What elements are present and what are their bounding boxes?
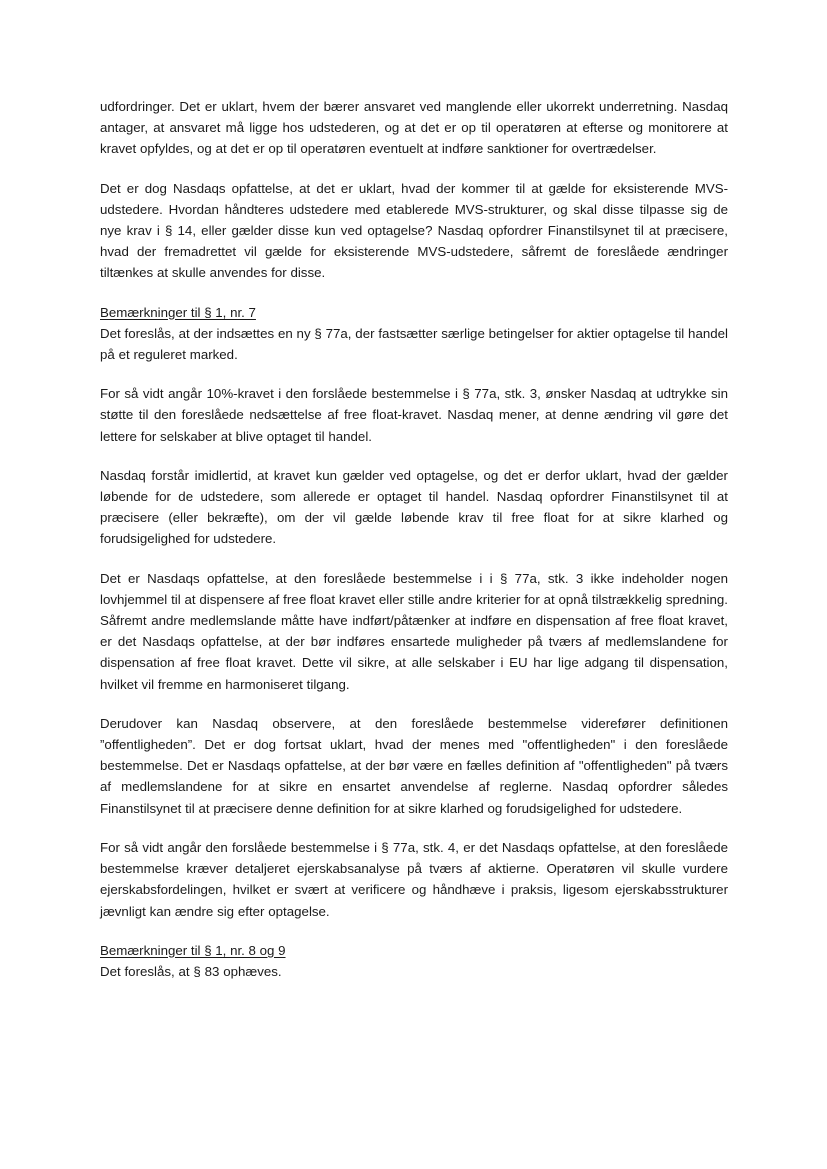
document-text-column [100, 96, 728, 982]
paragraph: Det foreslås, at § 83 ophæves. [100, 963, 282, 979]
section-block [100, 940, 728, 982]
paragraph: For så vidt angår den forslåede bestemmelse i § 77a, stk. 4, er det Nasdaqs opfattelse, at den foreslåede bestemmelse kræver detaljeret ejerskabsanalyse på tværs af aktierne. Operatøren vil skulle vurdere ejerskabsfordelingen, hvilket er svært at verificere og håndhæve i praksis, ligesom ejerskabsstrukturer jævnligt kan ændre sig efter optagelse. [100, 839, 728, 919]
section-heading: Bemærkninger til § 1, nr. 7 [100, 304, 256, 320]
paragraph: udfordringer. Det er uklart, hvem der bærer ansvaret ved manglende eller ukorrekt underretning. Nasdaq antager, at ansvaret må ligge hos udstederen, og at det er op til operatøren at efterse og monitorere at kravet opfyldes, og at det er op til operatøren eventuelt at indføre sanktioner for overtrædelser. [100, 99, 728, 157]
paragraph: Det foreslås, at der indsættes en ny § 77a, der fastsætter særlige betingelser for aktier optagelse til handel på et reguleret marked. [100, 325, 728, 363]
paragraph: Det er Nasdaqs opfattelse, at den foreslåede bestemmelse i i § 77a, stk. 3 ikke indeholder nogen lovhjemmel til at dispensere af free float kravet eller stille andre kriterier for at opnå tilstrækkelig spredning. Såfremt andre medlemslande måtte have indført/påtænker at indføre en dispensation af free float kravet, er det Nasdaqs opfattelse, at der bør indføres ensartede muligheder på tværs af medlemslandene for dispensation af free float kravet. Dette vil sikre, at alle selskaber i EU har lige adgang til dispensation, hvilket vil fremme en harmoniseret tilgang. [100, 570, 728, 692]
section-heading: Bemærkninger til § 1, nr. 8 og 9 [100, 942, 286, 958]
paragraph: Derudover kan Nasdaq observere, at den foreslåede bestemmelse viderefører definitionen ”offentligheden”. Det er dog fortsat uklart, hvad der menes med "offentligheden" i den foreslåede bestemmelse. Det er Nasdaqs opfattelse, at der bør være en fælles definition af "offentligheden" på tværs af medlemslandene for at sikre en ensartet anvendelse af reglerne. Nasdaq opfordrer således Finanstilsynet til at præcisere denne definition for at sikre klarhed og forudsigelighed for udstedere. [100, 715, 728, 816]
paragraph: Nasdaq forstår imidlertid, at kravet kun gælder ved optagelse, og det er derfor uklart, hvad der gælder løbende for de udstedere, som allerede er optaget til handel. Nasdaq opfordrer Finanstilsynet til at præcisere (eller bekræfte), om der vil gælde løbende krav til free float for at sikre klarhed og forudsigelighed for udstedere. [100, 467, 728, 547]
paragraph: For så vidt angår 10%-kravet i den forslåede bestemmelse i § 77a, stk. 3, ønsker Nasdaq at udtrykke sin støtte til den foreslåede nedsættelse af free float-kravet. Nasdaq mener, at denne ændring vil gøre det lettere for selskaber at blive optaget til handel. [100, 386, 728, 444]
section-block [100, 302, 728, 366]
paragraph: Det er dog Nasdaqs opfattelse, at det er uklart, hvad der kommer til at gælde for eksisterende MVS-udstedere. Hvordan håndteres udstedere med etablerede MVS-strukturer, og skal disse tilpasse sig de nye krav i § 14, eller gælder disse kun ved optagelse? Nasdaq opfordrer Finanstilsynet til at præcisere, hvad der fremadrettet vil gælde for eksisterende MVS-udstedere, såfremt de foreslåede ændringer tiltænkes at skulle anvendes for disse. [100, 180, 728, 281]
